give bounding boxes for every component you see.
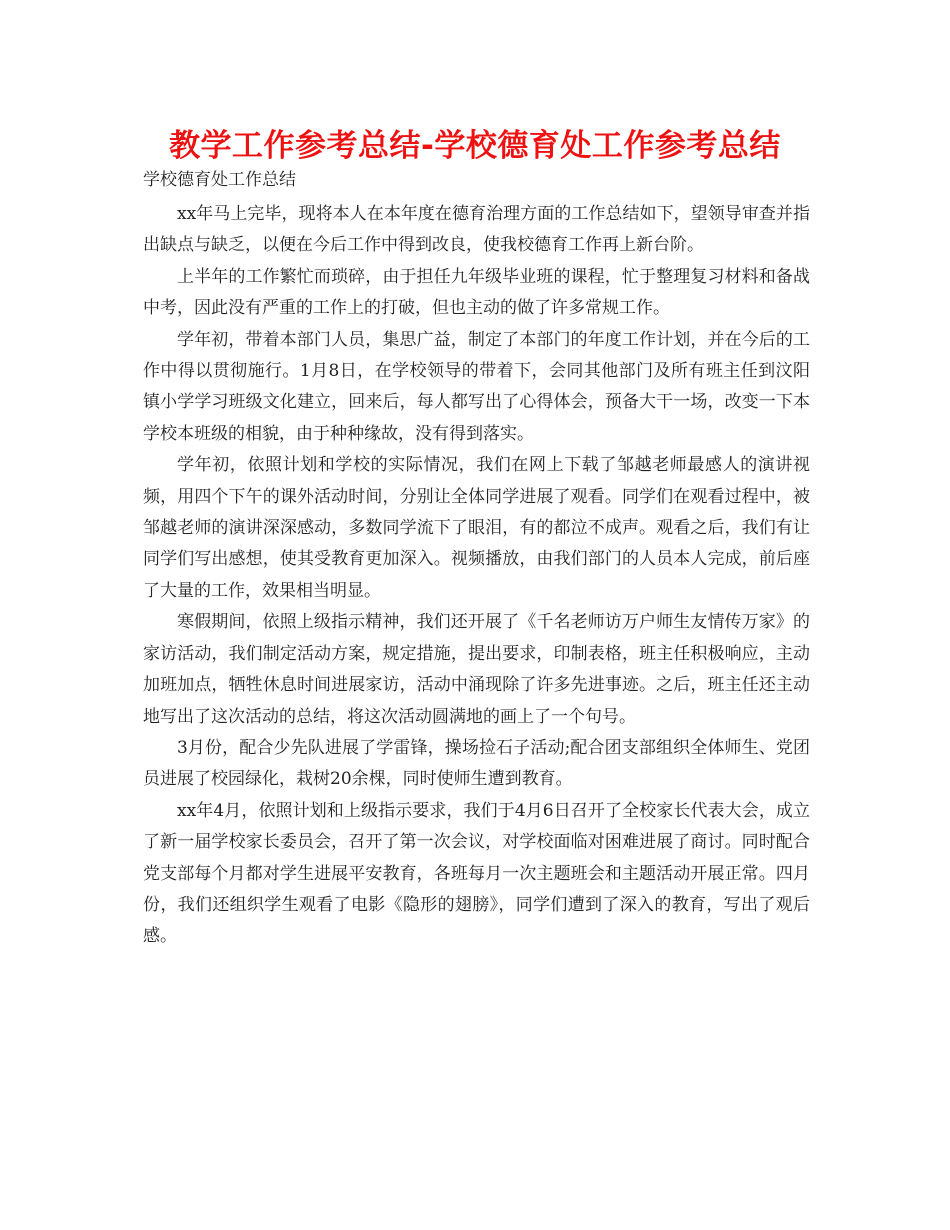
paragraph: 3月份，配合少先队进展了学雷锋，操场捡石子活动;配合团支部组织全体师生、党团员进展了校园绿化，栽树20余棵，同时使师生遭到教育。	[143, 737, 810, 790]
paragraph: 上半年的工作繁忙而琐碎，由于担任九年级毕业班的课程，忙于整理复习材料和备战中考，因此没有严重的工作上的打破，但也主动的做了许多常规工作。	[143, 266, 810, 319]
paragraph: 学年初，依照计划和学校的实际情况，我们在网上下载了邹越老师最感人的演讲视频，用四个下午的课外活动时间，分别让全体同学进展了观看。同学们在观看过程中，被邹越老师的演讲深深感动，多数同学流下了眼泪，有的都泣不成声。观看之后，我们有让同学们写出感想，使其受教育更加深入。视频播放，由我们部门的人员本人完成，前后座了大量的工作，效果相当明显。	[143, 455, 810, 601]
document-title: 教学工作参考总结-学校德育处工作参考总结	[169, 128, 781, 164]
paragraph: 寒假期间，依照上级指示精神，我们还开展了《千名老师访万户师生友情传万家》的家访活动，我们制定活动方案，规定措施，提出要求，印制表格，班主任积极响应，主动加班加点，牺牲休息时间进展家访，活动中涌现除了许多先进事迹。之后，班主任还主动地写出了这次活动的总结，将这次活动圆满地的画上了一个句号。	[143, 612, 810, 727]
document-body	[143, 199, 810, 953]
paragraph: xx年马上完毕，现将本人在本年度在德育治理方面的工作总结如下，望领导审查并指出缺点与缺乏，以便在今后工作中得到改良，使我校德育工作再上新台阶。	[143, 204, 810, 256]
paragraph: xx年4月，依照计划和上级指示要求，我们于4月6日召开了全校家长代表大会，成立了新一届学校家长委员会，召开了第一次会议，对学校面临对困难进展了商讨。同时配合党支部每个月都对学生进展平安教育，各班每月一次主题班会和主题活动开展正常。四月份，我们还组织学生观看了电影《隐形的翅膀》，同学们遭到了深入的教育，写出了观后感。	[143, 800, 810, 947]
document-subtitle: 学校德育处工作总结	[143, 170, 296, 190]
paragraph: 学年初，带着本部门人员，集思广益，制定了本部门的年度工作计划，并在今后的工作中得以贯彻施行。1月8日，在学校领导的带着下，会同其他部门及所有班主任到汶阳镇小学学习班级文化建立，回来后，每人都写出了心得体会，预备大干一场，改变一下本学校本班级的相貌，由于种种缘故，没有得到落实。	[143, 329, 810, 444]
